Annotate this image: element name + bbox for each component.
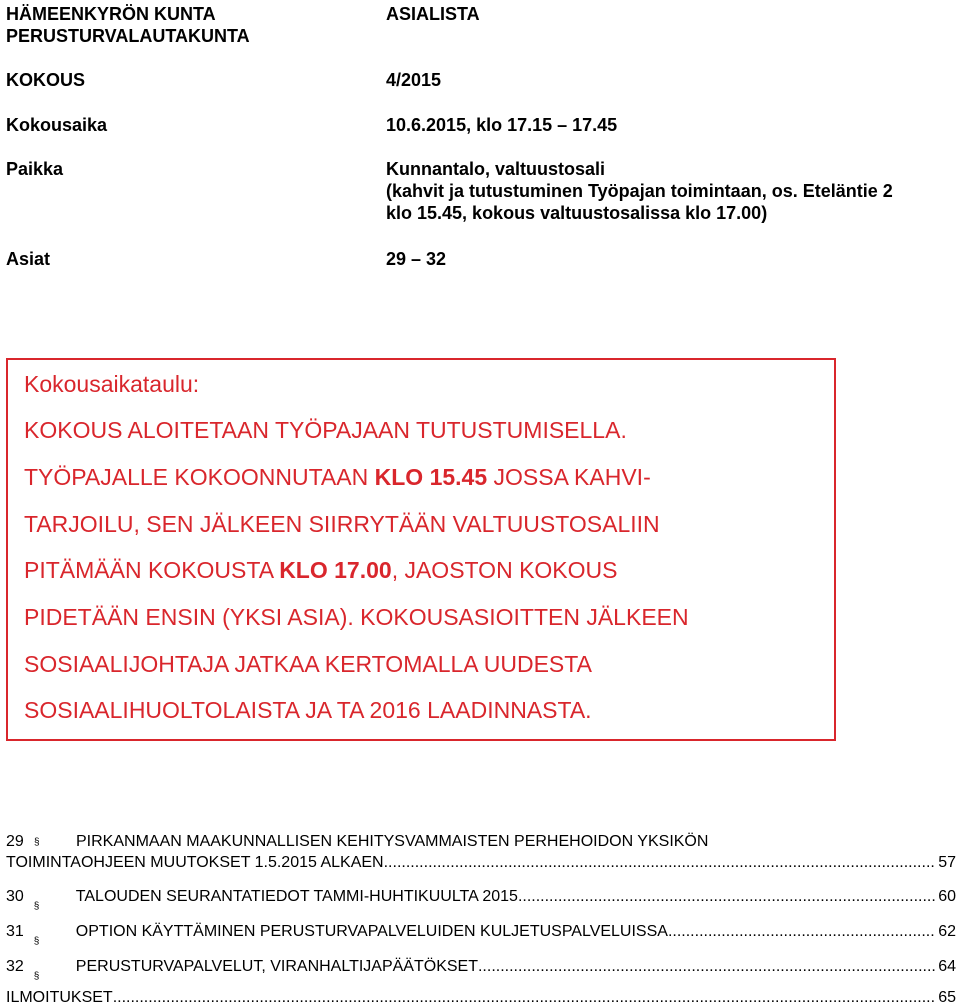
- schedule-line-3: TARJOILU, SEN JÄLKEEN SIIRRYTÄÄN VALTUUSTOSALIIN: [24, 511, 660, 537]
- meeting-place-line-1: Kunnantalo, valtuustosali: [386, 159, 606, 179]
- toc-item-title: OPTION KÄYTTÄMINEN PERUSTURVAPALVELUIDEN KULJETUSPALVELUISSA: [75, 923, 668, 940]
- toc-item-title-line-1: PIRKANMAAN MAAKUNNALLISEN KEHITYSVAMMAISTEN PERHEHOIDON YKSIKÖN: [76, 833, 709, 850]
- section-sign-icon: §: [33, 901, 40, 912]
- municipality-name: HÄMEENKYRÖN KUNTA: [6, 4, 216, 24]
- schedule-line-6: SOSIAALIJOHTAJA JATKAA KERTOMALLA UUDESTA: [24, 651, 592, 677]
- schedule-notice-box: [6, 358, 836, 741]
- toc-item-30[interactable]: [6, 887, 956, 912]
- document-type: ASIALISTA: [386, 4, 480, 24]
- toc-notices-title: ILMOITUKSET: [6, 989, 113, 1006]
- schedule-line-4: PITÄMÄÄN KOKOUSTA KLO 17.00, JAOSTON KOKOUS: [24, 557, 618, 583]
- toc-notices[interactable]: [6, 988, 956, 1008]
- schedule-line-2: TYÖPAJALLE KOKOONNUTAAN KLO 15.45 JOSSA KAHVI-: [24, 464, 651, 490]
- toc-notices-page: 65: [938, 989, 956, 1006]
- toc-leader-dots: [668, 922, 936, 942]
- toc-item-page: 57: [938, 854, 956, 871]
- committee-name: PERUSTURVALAUTAKUNTA: [6, 26, 250, 46]
- toc-leader-dots: [478, 957, 936, 977]
- schedule-heading: Kokousaikataulu:: [24, 371, 200, 397]
- schedule-time-meeting: KLO 17.00: [279, 557, 392, 583]
- toc-item-number: 32: [6, 958, 24, 975]
- toc-item-32[interactable]: [6, 957, 956, 982]
- toc-item-29[interactable]: [0, 832, 960, 852]
- toc-item-title: TALOUDEN SEURANTATIEDOT TAMMI-HUHTIKUULTA 2015: [75, 888, 518, 905]
- section-sign-icon: §: [34, 837, 40, 848]
- section-sign-icon: §: [33, 971, 40, 982]
- schedule-line-5: PIDETÄÄN ENSIN (YKSI ASIA). KOKOUSASIOITTEN JÄLKEEN: [24, 604, 689, 630]
- toc-item-31[interactable]: [6, 922, 956, 947]
- meeting-time-label: Kokousaika: [6, 115, 108, 135]
- toc-item-page: 60: [938, 888, 956, 905]
- toc-item-page: 62: [938, 923, 956, 940]
- schedule-line-7: SOSIAALIHUOLTOLAISTA JA TA 2016 LAADINNASTA.: [24, 697, 592, 723]
- toc-leader-dots: [384, 853, 937, 873]
- schedule-time-workshop: KLO 15.45: [374, 464, 488, 490]
- toc-item-number: 30: [6, 888, 24, 905]
- toc-item-page: 64: [938, 958, 956, 975]
- meeting-time-value: 10.6.2015, klo 17.15 – 17.45: [386, 115, 618, 135]
- meeting-label: KOKOUS: [6, 70, 86, 90]
- schedule-line-1: KOKOUS ALOITETAAN TYÖPAJAAN TUTUSTUMISELLA.: [24, 417, 627, 443]
- toc-leader-dots: [113, 988, 937, 1008]
- toc-item-title-line-2: TOIMINTAOHJEEN MUUTOKSET 1.5.2015 ALKAEN: [6, 854, 384, 871]
- toc-item-number: 31: [6, 923, 24, 940]
- meeting-place-line-3: klo 15.45, kokous valtuustosalissa klo 17.00): [386, 203, 768, 223]
- meeting-place-line-2: (kahvit ja tutustuminen Työpajan toimintaan, os. Eteläntie 2: [386, 181, 893, 201]
- section-sign-icon: §: [33, 936, 40, 947]
- toc-leader-dots: [518, 887, 936, 907]
- items-label: Asiat: [6, 249, 51, 269]
- toc-item-29-line-2[interactable]: [6, 853, 956, 873]
- toc-item-number: 29: [6, 833, 24, 850]
- meeting-place-label: Paikka: [6, 159, 64, 179]
- meeting-number: 4/2015: [386, 70, 442, 90]
- items-value: 29 – 32: [386, 249, 447, 269]
- toc-item-title: PERUSTURVAPALVELUT, VIRANHALTIJAPÄÄTÖKSET: [75, 958, 478, 975]
